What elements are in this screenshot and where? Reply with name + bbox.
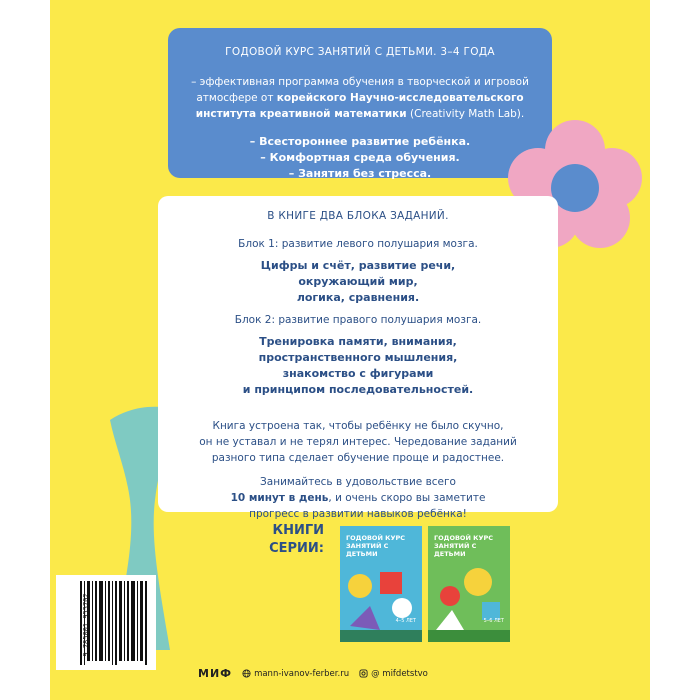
series-book-cover xyxy=(340,526,422,642)
book-cover-title: ГОДОВОЙ КУРС ЗАНЯТИЙ С ДЕТЬМИ xyxy=(434,534,494,558)
benefit-item: – Занятия без стресса. xyxy=(288,167,432,180)
publisher-logo: МИФ xyxy=(198,667,233,680)
book-back-cover xyxy=(50,0,650,700)
isbn-barcode xyxy=(56,575,156,670)
block2-label: Блок 2: развитие правого полушария мозга. xyxy=(234,314,482,326)
instagram-handle[interactable]: @ mifdetstvo xyxy=(371,668,428,679)
book-age-badge: 5–6 ЛЕТ xyxy=(483,618,504,624)
course-intro: – эффективная программа обучения в творческой и игровой атмосфере от корейского Научно-исследовательского института креативной математики (Creativity Math Lab). xyxy=(191,76,529,120)
series-label: КНИГИ СЕРИИ: xyxy=(269,523,324,556)
topic-line: и принципом последовательностей. xyxy=(242,383,474,396)
course-title: ГОДОВОЙ КУРС ЗАНЯТИЙ С ДЕТЬМИ. 3–4 ГОДА xyxy=(225,46,495,58)
course-info-box xyxy=(168,28,552,178)
series-book-cover xyxy=(428,526,510,642)
website-link[interactable]: mann-ivanov-ferber.ru xyxy=(254,668,350,679)
topic-line: логика, сравнения. xyxy=(296,291,420,304)
topic-line: окружающий мир, xyxy=(298,275,418,288)
topic-line: пространственного мышления, xyxy=(258,351,458,364)
isbn-number: 9 785001 955702 xyxy=(82,593,90,657)
course-benefits xyxy=(168,134,552,182)
topic-line: знакомство с фигурами xyxy=(282,367,434,380)
barcode-bars xyxy=(80,581,148,665)
instagram-item[interactable] xyxy=(359,669,428,679)
book-age-badge: 4–5 ЛЕТ xyxy=(395,618,416,624)
book-cover-illustration xyxy=(340,526,422,642)
globe-icon xyxy=(242,669,251,678)
tasks-description-box xyxy=(158,196,558,520)
book-cover-title: ГОДОВОЙ КУРС ЗАНЯТИЙ С ДЕТЬМИ xyxy=(346,534,406,558)
tasks-title: В КНИГЕ ДВА БЛОКА ЗАДАНИЙ. xyxy=(267,210,449,222)
block2-topics xyxy=(158,334,558,398)
benefit-item: – Всестороннее развитие ребёнка. xyxy=(249,135,471,148)
website-item[interactable] xyxy=(242,669,349,679)
instagram-icon xyxy=(359,669,368,678)
benefit-item: – Комфортная среда обучения. xyxy=(260,151,460,164)
block1-topics xyxy=(158,258,558,306)
daily-practice-paragraph: Занимайтесь в удовольствие всего 10 минут в день, и очень скоро вы заметите прогресс в развитии навыков ребёнка! xyxy=(230,476,486,520)
book-cover-illustration xyxy=(428,526,510,642)
block1-label: Блок 1: развитие левого полушария мозга. xyxy=(238,238,478,250)
book-structure-paragraph: Книга устроена так, чтобы ребёнку не было скучно, он не уставал и не терял интерес. Чередование заданий разного типа сделает обучение проще и радостнее. xyxy=(199,420,517,464)
publisher-footer xyxy=(198,667,428,680)
topic-line: Тренировка памяти, внимания, xyxy=(259,335,457,348)
topic-line: Цифры и счёт, развитие речи, xyxy=(260,259,456,272)
